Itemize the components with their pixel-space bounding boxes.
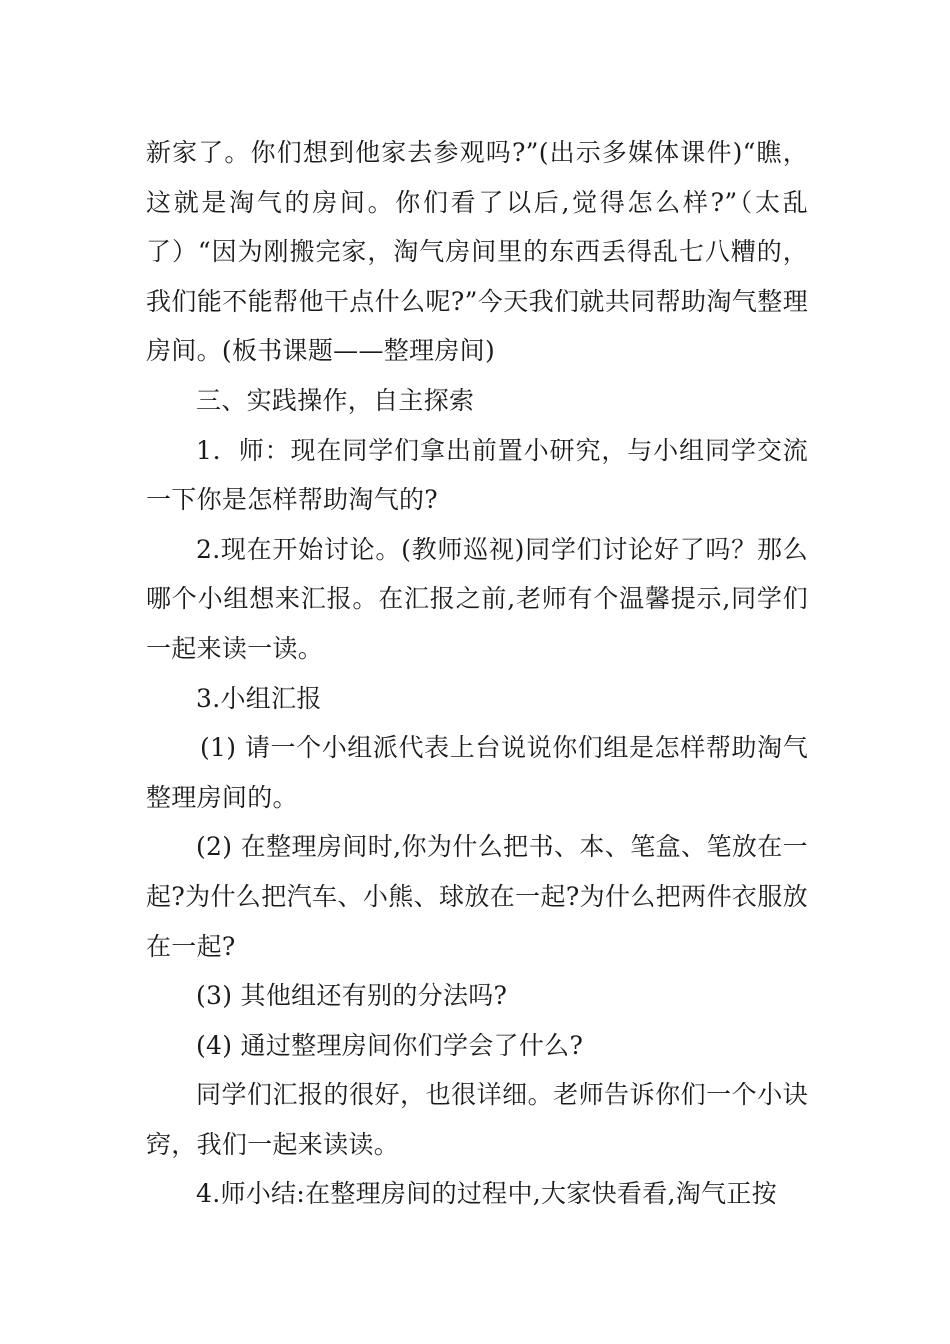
paragraph-teacher-praise: 同学们汇报的很好，也很详细。老师告诉你们一个小诀窍，我们一起来读读。 [146, 1080, 808, 1159]
section-heading-practice: 三、实践操作，自主探索 [196, 385, 475, 415]
paragraph-step-2: 2.现在开始讨论。(教师巡视)同学们讨论好了吗？那么哪个小组想来汇报。在汇报之前,老师有个温馨提示,同学们一起来读一读。 [146, 534, 808, 663]
paragraph-step-1: 1．师：现在同学们拿出前置小研究，与小组同学交流一下你是怎样帮助淘气的? [146, 435, 808, 515]
paragraph-step-3: 3.小组汇报 [196, 683, 322, 713]
document-body [146, 128, 808, 1219]
paragraph-question-2: (2) 在整理房间时,你为什么把书、本、笔盒、笔放在一起?为什么把汽车、小熊、球放在一起?为什么把两件衣服放在一起? [146, 832, 808, 961]
paragraph-question-1: (1) 请一个小组派代表上台说说你们组是怎样帮助淘气整理房间的。 [146, 733, 808, 812]
paragraph-step-4-summary: 4.师小结:在整理房间的过程中,大家快看看,淘气正按 [196, 1179, 777, 1209]
paragraph-question-3: (3) 其他组还有别的分法吗? [196, 981, 508, 1011]
paragraph-intro-dialogue: 新家了。你们想到他家去参观吗?”(出示多媒体课件)“瞧，这就是淘气的房间。你们看了以后,觉得怎么样?”（太乱了）“因为刚搬完家，淘气房间里的东西丢得乱七八糟的，我们能不能帮他干点什么呢?”今天我们就共同帮助淘气整理房间。(板书课题——整理房间) [146, 138, 808, 366]
paragraph-question-4: (4) 通过整理房间你们学会了什么? [196, 1030, 584, 1060]
